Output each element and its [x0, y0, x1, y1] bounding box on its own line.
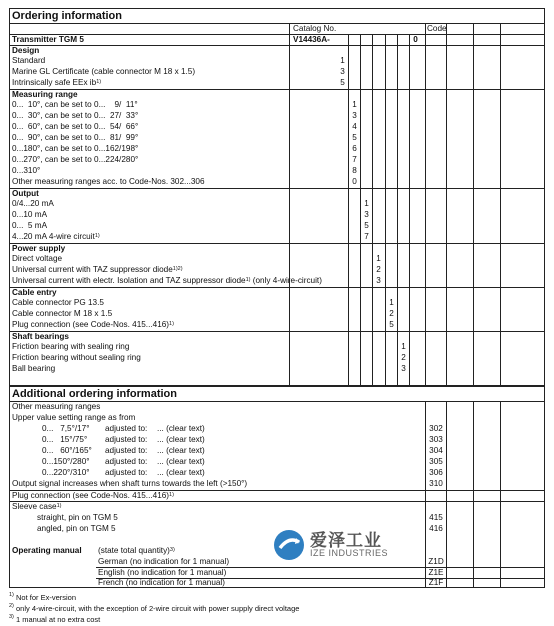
- range-item: 0...150°/280°: [42, 457, 90, 466]
- sleeve-code: 415: [429, 513, 443, 522]
- range-clear: ... (clear text): [157, 435, 205, 444]
- output-item: 0...10 mA: [12, 210, 48, 219]
- cable-code: 5: [389, 320, 394, 329]
- footnote-3: $^{3)}$ 1 manual at no extra cost: [9, 614, 101, 624]
- measuring-code: 0: [352, 177, 357, 186]
- output-title: Output: [12, 189, 39, 198]
- power-item: Direct voltage: [12, 254, 63, 263]
- output-signal-code: 310: [429, 479, 443, 488]
- additional-title: Additional ordering information: [12, 388, 177, 400]
- shaft-title: Shaft bearings: [12, 332, 69, 341]
- cable-item: Cable connector M 18 x 1.5: [12, 309, 113, 318]
- catalog-number: V14436A-: [293, 35, 330, 44]
- power-title: Power supply: [12, 244, 66, 253]
- measuring-item: 0...310°: [12, 166, 41, 175]
- range-clear: ... (clear text): [157, 468, 205, 477]
- measuring-code: 3: [352, 111, 357, 120]
- measuring-title: Measuring range: [12, 90, 78, 99]
- range-item: 0... 15°/75°: [42, 435, 88, 444]
- measuring-item: 0... 90°, can be set to 0... 81/ 99°: [12, 133, 139, 142]
- output-item: 0/4...20 mA: [12, 199, 54, 208]
- upper-value-label: Upper value setting range as from: [12, 413, 136, 422]
- power-code: 1: [376, 254, 381, 263]
- range-item: 0...220°/310°: [42, 468, 90, 477]
- measuring-code: 7: [352, 155, 357, 164]
- design-item-standard: Standard: [12, 56, 46, 65]
- measuring-item: 0...270°, can be set to 0...224/280°: [12, 155, 139, 164]
- design-code: 5: [340, 78, 345, 87]
- measuring-item: Other measuring ranges acc. to Code-Nos. 302...306: [12, 177, 205, 186]
- measuring-code: 8: [352, 166, 357, 175]
- shaft-item: Friction bearing without sealing ring: [12, 353, 141, 362]
- catalog-zero: 0: [413, 35, 418, 44]
- design-code: 3: [340, 67, 345, 76]
- range-clear: ... (clear text): [157, 424, 205, 433]
- footnote-2: $^{2)}$ only 4-wire-circuit, with the exception of 2-wire circuit with power supply direct voltage: [9, 603, 300, 613]
- measuring-code: 6: [352, 144, 357, 153]
- shaft-item: Ball bearing: [12, 364, 56, 373]
- manual-code: Z1F: [428, 578, 444, 587]
- manual-item: German (no indication for 1 manual): [98, 557, 230, 566]
- measuring-item: 0...180°, can be set to 0...162/198°: [12, 144, 139, 153]
- other-ranges-label: Other measuring ranges: [12, 402, 101, 411]
- shaft-code: 3: [401, 364, 406, 373]
- power-item: Universal current with electr. Isolation and TAZ suppressor diode$^{1)}$ (only 4-wire-circuit): [12, 276, 322, 285]
- range-adjusted: adjusted to:: [105, 424, 148, 433]
- range-adjusted: adjusted to:: [105, 435, 148, 444]
- sleeve-item: straight, pin on TGM 5: [37, 513, 118, 522]
- measuring-item: 0... 60°, can be set to 0... 54/ 66°: [12, 122, 139, 131]
- range-adjusted: adjusted to:: [105, 457, 148, 466]
- plug-connection-label: Plug connection (see Code-Nos. 415...416)$^{1)}$: [12, 491, 174, 500]
- logo-cn-text: 爱泽工业: [310, 531, 382, 551]
- logo-en-text: IZE INDUSTRIES: [310, 548, 389, 558]
- sleeve-code: 416: [429, 524, 443, 533]
- measuring-code: 4: [352, 122, 357, 131]
- manual-code: Z1E: [428, 568, 444, 577]
- range-code: 302: [429, 424, 443, 433]
- range-item: 0... 60°/165°: [42, 446, 92, 455]
- sleeve-case-label: Sleeve case$^{1)}$: [12, 502, 62, 511]
- ize-logo-mark-icon: [272, 528, 306, 562]
- measuring-item: 0... 10°, can be set to 0... 9/ 11°: [12, 100, 138, 109]
- shaft-code: 1: [401, 342, 406, 351]
- cable-item: Plug connection (see Code-Nos. 415...416)$^{1)}$: [12, 320, 174, 329]
- output-code: 3: [364, 210, 369, 219]
- power-code: 3: [376, 276, 381, 285]
- product-name: Transmitter TGM 5: [12, 35, 84, 44]
- range-clear: ... (clear text): [157, 457, 205, 466]
- range-code: 303: [429, 435, 443, 444]
- design-item-eex: Intrinsically safe EEx $ib^{1)}$: [12, 78, 102, 87]
- cable-title: Cable entry: [12, 288, 57, 297]
- ize-logo: [272, 524, 412, 564]
- output-code: 1: [364, 199, 369, 208]
- output-item: 0... 5 mA: [12, 221, 48, 230]
- design-title: Design: [12, 46, 40, 55]
- output-item: 4...20 mA 4-wire circuit$^{1)}$: [12, 232, 100, 241]
- design-item-marine: Marine GL Certificate (cable connector M 18 x 1.5): [12, 67, 196, 76]
- manual-item: French (no indication for 1 manual): [98, 578, 225, 587]
- code-label: Code: [427, 24, 447, 33]
- design-code: 1: [340, 56, 345, 65]
- range-code: 305: [429, 457, 443, 466]
- cable-code: 2: [389, 309, 394, 318]
- shaft-item: Friction bearing with sealing ring: [12, 342, 130, 351]
- range-adjusted: adjusted to:: [105, 468, 148, 477]
- measuring-code: 5: [352, 133, 357, 142]
- range-clear: ... (clear text): [157, 446, 205, 455]
- power-item: Universal current with TAZ suppressor diode$^{1)2)}$: [12, 265, 183, 274]
- catalog-no-label: Catalog No.: [293, 24, 337, 33]
- manual-code: Z1D: [428, 557, 444, 566]
- measuring-item: 0... 30°, can be set to 0... 27/ 33°: [12, 111, 139, 120]
- output-code: 5: [364, 221, 369, 230]
- range-adjusted: adjusted to:: [105, 446, 148, 455]
- range-item: 0... 7,5°/17°: [42, 424, 90, 433]
- output-signal-label: Output signal increases when shaft turns towards the left (>150°): [12, 479, 248, 488]
- range-code: 304: [429, 446, 443, 455]
- sleeve-item: angled, pin on TGM 5: [37, 524, 116, 533]
- cable-code: 1: [389, 298, 394, 307]
- range-code: 306: [429, 468, 443, 477]
- output-code: 7: [364, 232, 369, 241]
- footnote-1: $^{1)}$ Not for Ex-version: [9, 592, 77, 602]
- operating-manual-label: Operating manual: [12, 546, 82, 555]
- shaft-code: 2: [401, 353, 406, 362]
- power-code: 2: [376, 265, 381, 274]
- ordering-title: Ordering information: [12, 10, 122, 22]
- measuring-code: 1: [352, 100, 357, 109]
- manual-item: English (no indication for 1 manual): [98, 568, 227, 577]
- cable-item: Cable connector PG 13.5: [12, 298, 104, 307]
- operating-manual-note: (state total quantity)$^{3)}$: [98, 546, 175, 555]
